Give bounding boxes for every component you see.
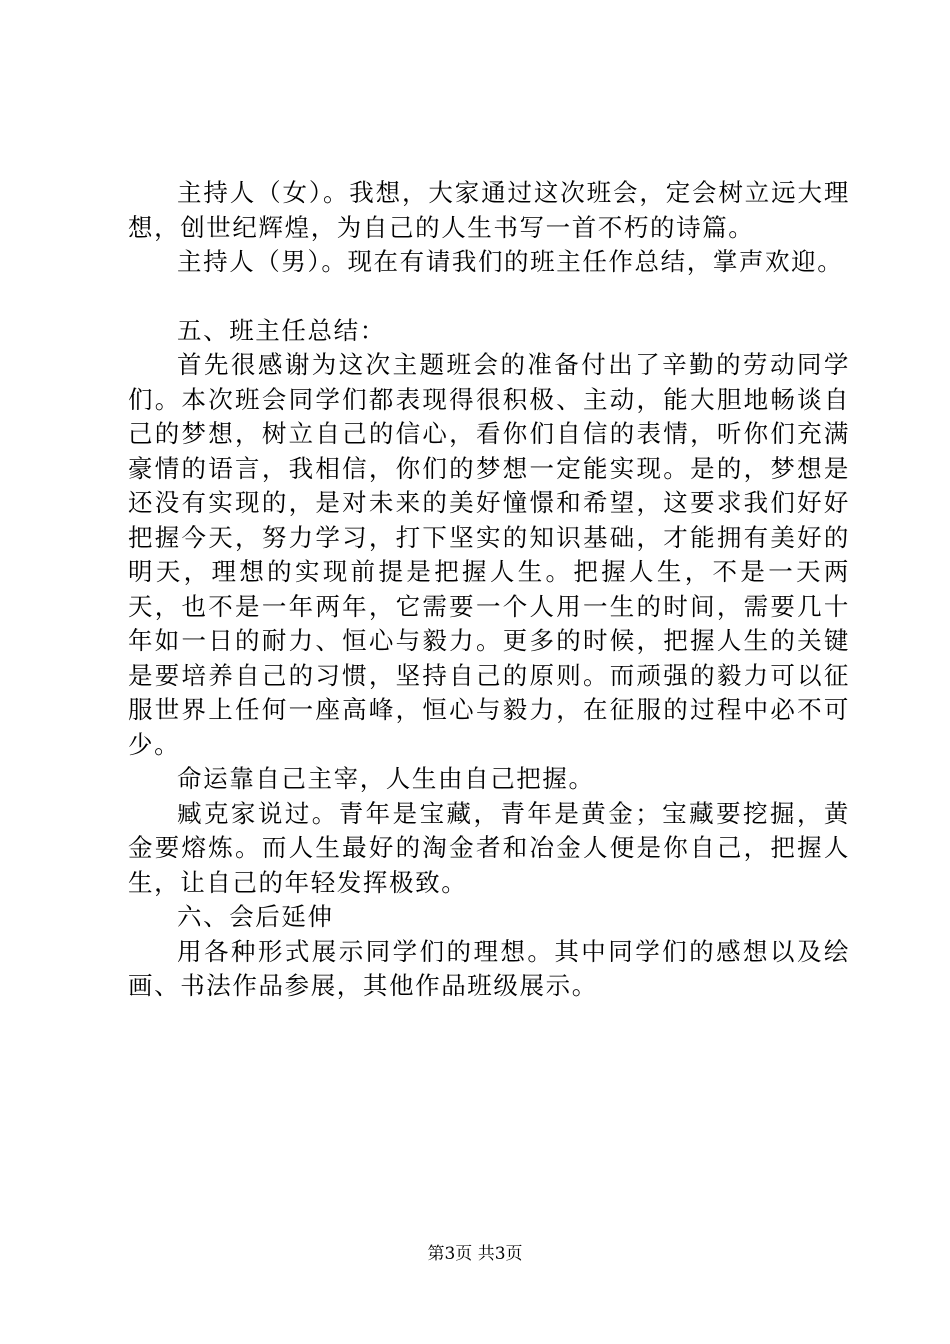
paragraph-teacher-summary: 首先很感谢为这次主题班会的准备付出了辛勤的劳动同学们。本次班会同学们都表现得很积极、主动，能大胆地畅谈自己的梦想，树立自己的信心，看你们自信的表情，听你们充满豪情的语言，我相信，你们的梦想一定能实现。是的，梦想是还没有实现的，是对未来的美好憧憬和希望，这要求我们好好把握今天，努力学习，打下坚实的知识基础，才能拥有美好的明天，理想的实现前提是把握人生。把握人生，不是一天两天，也不是一年两年，它需要一个人用一生的时间，需要几十年如一日的耐力、恒心与毅力。更多的时候，把握人生的关键是要培养自己的习惯，坚持自己的原则。而顽强的毅力可以征服世界上任何一座高峰，恒心与毅力，在征服的过程中必不可少。 [128,350,850,759]
paragraph-host-male: 主持人（男）。现在有请我们的班主任作总结，掌声欢迎。 [177,247,844,276]
paragraph-gap [128,280,850,314]
section-heading-extension: 六、会后延伸 [177,902,334,931]
page-number-label: 第3页 共3页 [427,1244,523,1264]
paragraph-host-female: 主持人（女）。我想，大家通过这次班会，定会树立远大理想，创世纪辉煌，为自己的人生书写一首不朽的诗篇。 [128,178,850,242]
paragraph-quote: 臧克家说过。青年是宝藏，青年是黄金；宝藏要挖掘，黄金要熔炼。而人生最好的淘金者和冶金人便是你自己，把握人生，让自己的年轻发挥极致。 [128,798,850,897]
document-body [128,176,850,1004]
page-footer [0,1243,950,1265]
paragraph-extension: 用各种形式展示同学们的理想。其中同学们的感想以及绘画、书法作品参展，其他作品班级展示。 [128,936,850,1000]
section-heading-summary: 五、班主任总结： [177,315,386,345]
paragraph-destiny: 命运靠自己主宰，人生由自己把握。 [177,764,595,793]
